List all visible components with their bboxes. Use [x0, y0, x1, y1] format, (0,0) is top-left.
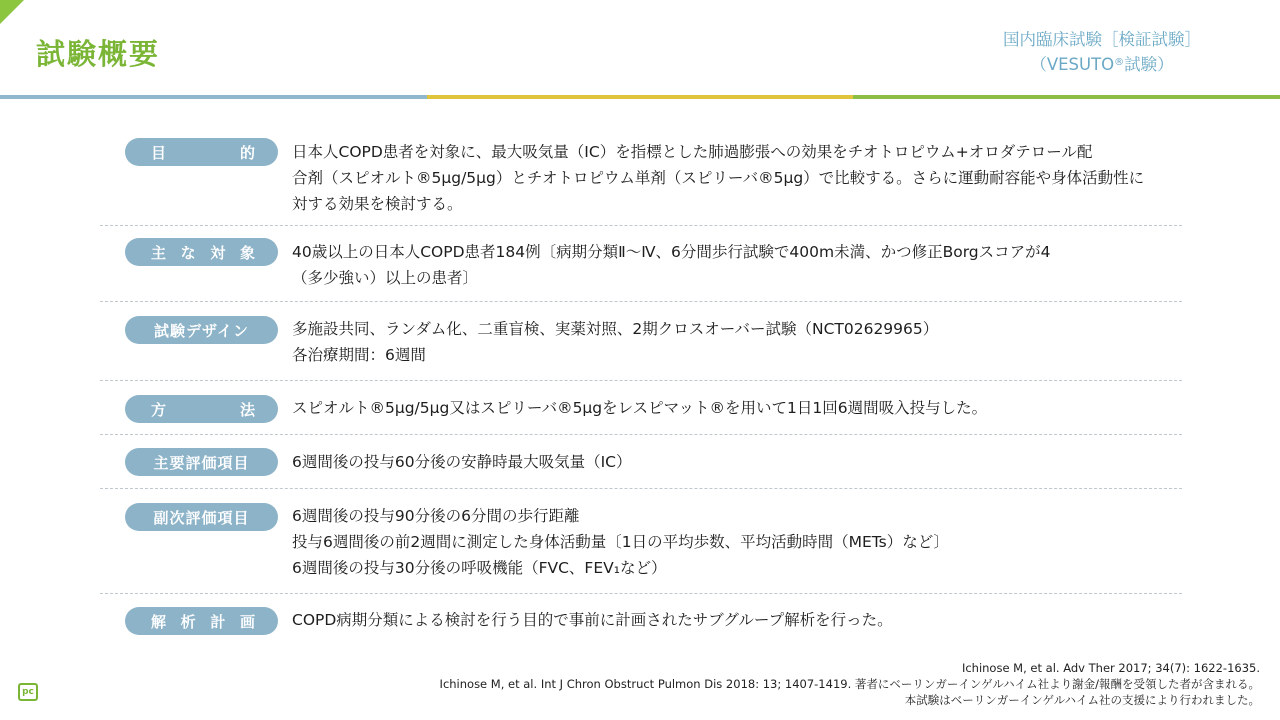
row-label-design: 試験デザイン — [125, 316, 278, 344]
row-text-analysis: COPD病期分類による検討を行う目的で事前に計画されたサブグループ解析を行った。 — [292, 611, 893, 629]
row-label-method: 方 法 — [125, 395, 278, 423]
row-text-primary: 6週間後の投与60分後の安静時最大吸気量（IC） — [292, 453, 632, 471]
row-subjects — [100, 226, 1182, 302]
row-primary — [100, 435, 1182, 489]
study-label — [942, 28, 1262, 76]
row-label-analysis: 解 析 計 画 — [125, 607, 278, 635]
reference-1: Ichinose M, et al. Adv Ther 2017; 34(7): 1622-1635. — [961, 661, 1260, 675]
row-label-subjects: 主 な 対 象 — [125, 238, 278, 266]
row-label-secondary: 副次評価項目 — [125, 503, 278, 531]
study-label-line2: （VESUTO®試験） — [1030, 55, 1174, 74]
header-rule-blue — [0, 95, 427, 99]
corner-accent — [0, 0, 24, 24]
row-text-purpose: 日本人COPD患者を対象に、最大吸気量（IC）を指標とした肺過膨張への効果をチオトロピウム+オロダテロール配 合剤（スピオルト®5μg/5μg）とチオトロピウム単剤（スピリーバ®5μg）で比較する。さらに運動耐容能や身体活動性に 対する効果を検討する。 — [292, 143, 1145, 213]
row-text-design: 多施設共同、ランダム化、二重盲検、実薬対照、2期クロスオーバー試験（NCT02629965） 各治療期間：6週間 — [292, 320, 939, 364]
row-analysis — [100, 594, 1182, 644]
row-method — [100, 381, 1182, 435]
row-text-secondary: 6週間後の投与90分後の6分間の歩行距離 投与6週間後の前2週間に測定した身体活動量〔1日の平均歩数、平均活動時間（METs）など〕 6週間後の投与30分後の呼吸機能（FVC、FEV₁など） — [292, 507, 950, 577]
row-label-purpose: 目 的 — [125, 138, 278, 166]
row-label-primary: 主要評価項目 — [125, 448, 278, 476]
references — [440, 660, 1260, 708]
header-rule-green — [853, 95, 1280, 99]
reference-2: Ichinose M, et al. Int J Chron Obstruct Pulmon Dis 2018: 13; 1407-1419. 著者にベーリンガーインゲルハイム社より謝金/報酬を受領した者が含まれる。 — [439, 677, 1260, 691]
summary-table — [100, 128, 1182, 644]
row-design — [100, 302, 1182, 381]
reference-3: 本試験はベーリンガーインゲルハイム社の支援により行われました。 — [904, 693, 1260, 707]
study-label-line1: 国内臨床試験［検証試験］ — [1003, 30, 1201, 49]
row-secondary — [100, 489, 1182, 594]
row-text-method: スピオルト®5μg/5μg又はスピリーバ®5μgをレスピマット®を用いて1日1回6週間吸入投与した。 — [292, 399, 988, 417]
row-text-subjects: 40歳以上の日本人COPD患者184例〔病期分類Ⅱ〜Ⅳ、6分間歩行試験で400m未満、かつ修正Borgスコアが4 （多少強い）以上の患者〕 — [292, 243, 1051, 287]
row-purpose — [100, 128, 1182, 226]
header-rule-yellow — [427, 95, 853, 99]
page-title: 試験概要 — [36, 37, 161, 71]
pc-logo-icon: pc — [18, 683, 38, 701]
